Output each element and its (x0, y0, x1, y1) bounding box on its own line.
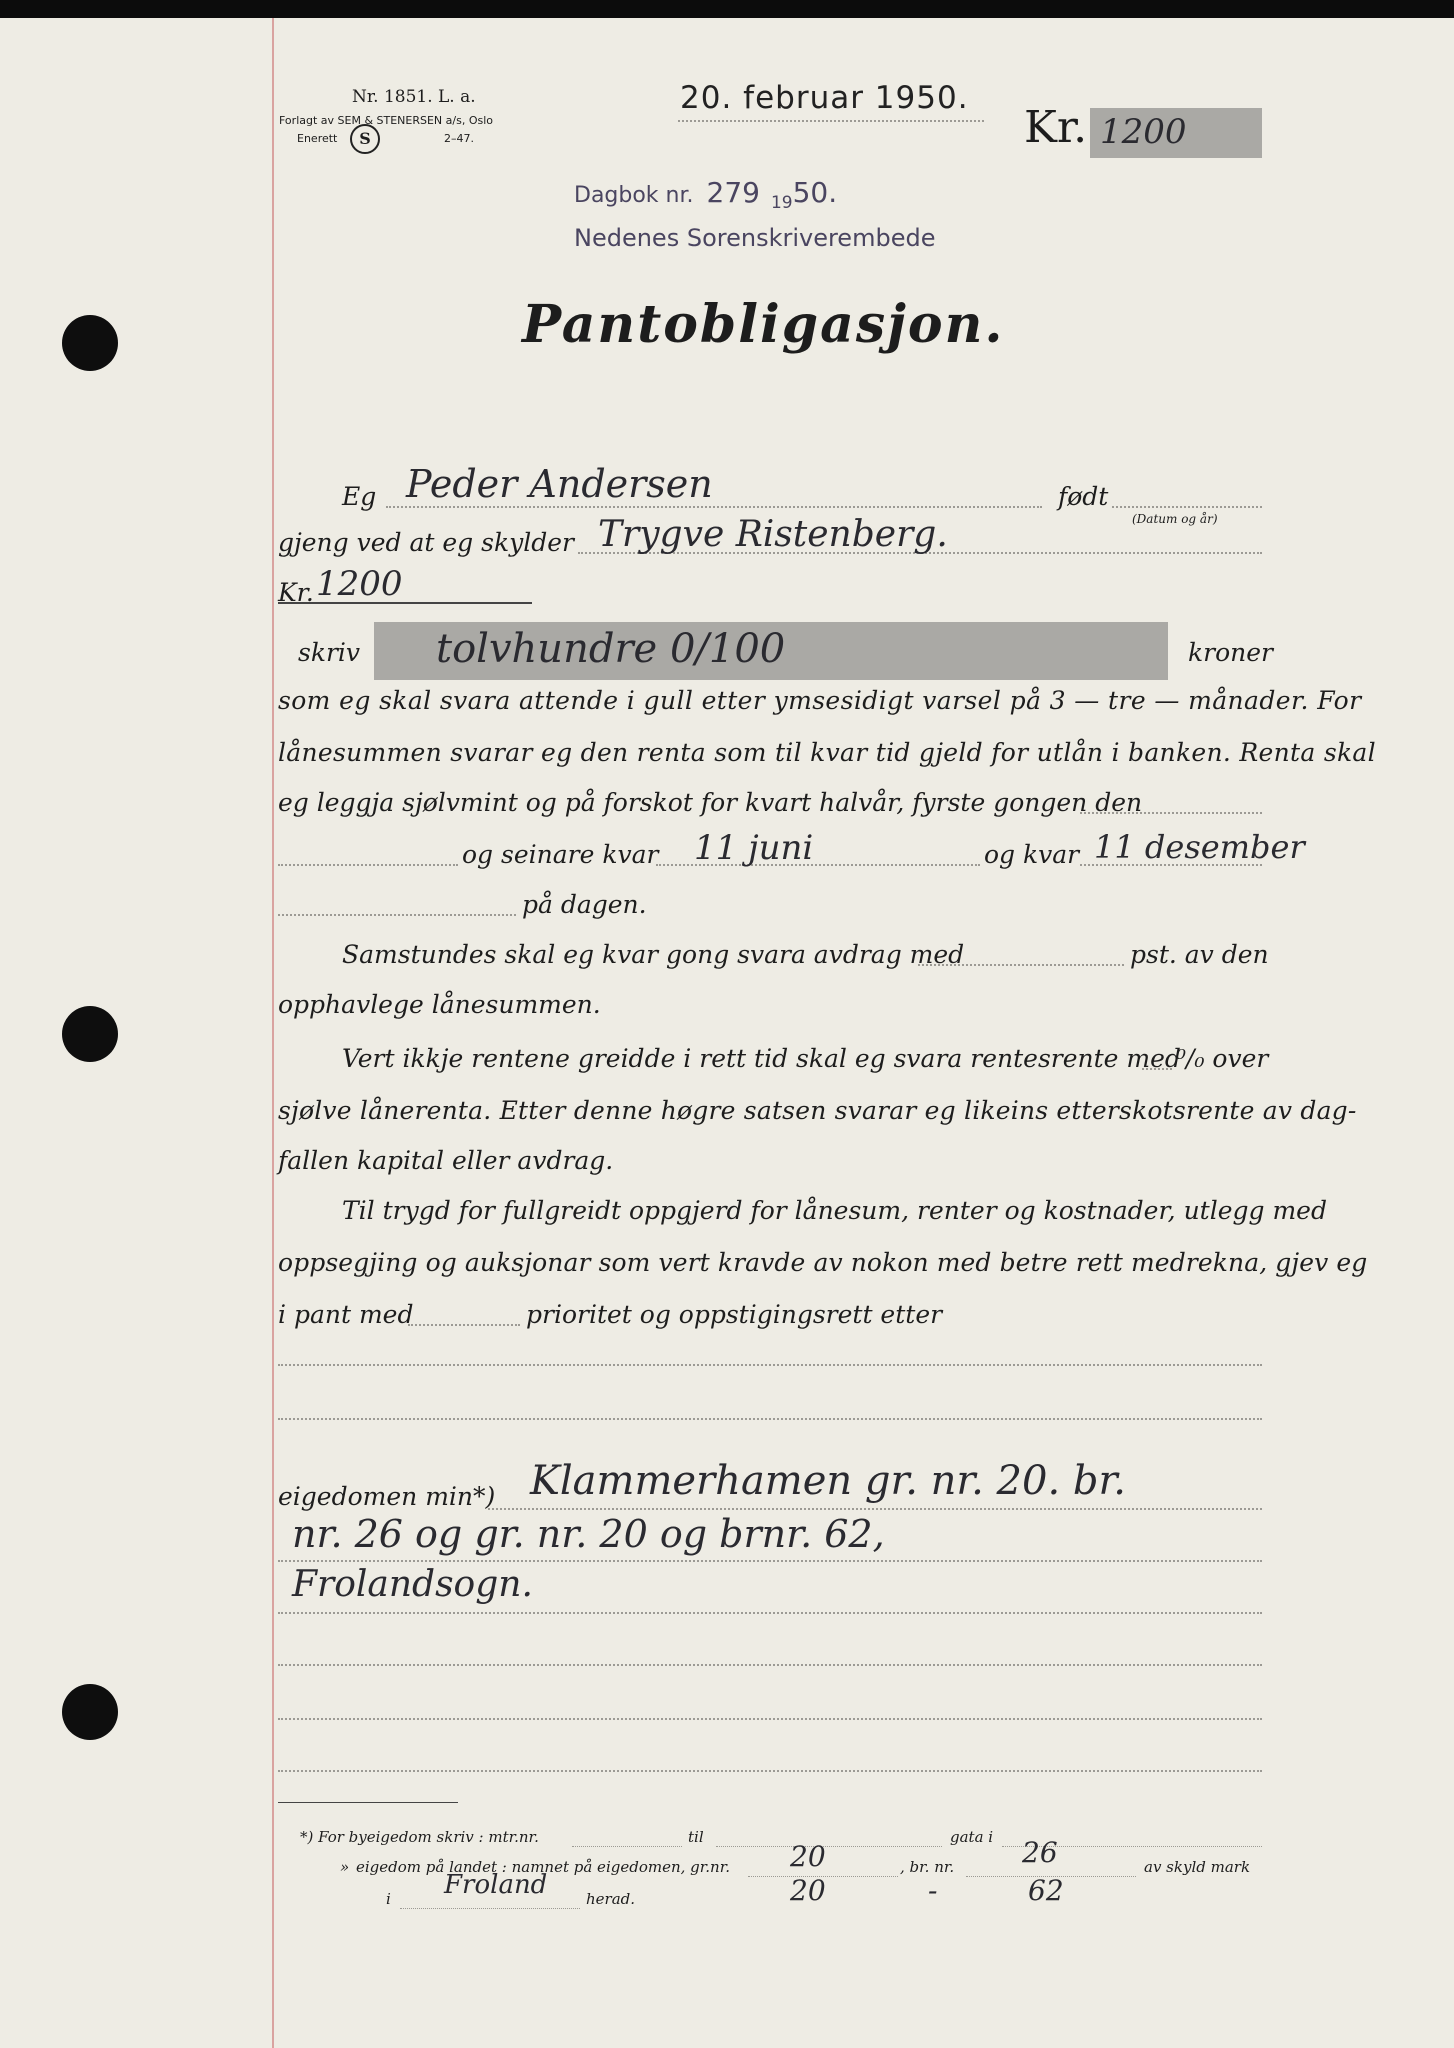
amount-figures: 1200 (316, 564, 403, 604)
label-eigedomen: eigedomen min*) (278, 1482, 496, 1511)
punch-hole (62, 315, 118, 371)
text-opphav: opphavlege lånesummen. (278, 990, 601, 1019)
text-fallen: fallen kapital eller avdrag. (278, 1146, 614, 1175)
publisher-logo-icon: S (350, 124, 380, 154)
property-text-3: Frolandsogn. (292, 1564, 533, 1605)
publisher-date: 2–47. (444, 132, 474, 145)
publisher-line: Forlagt av SEM & STENERSEN a/s, Oslo (279, 114, 493, 127)
stamp-dagbok: Dagbok nr. 279 $_{19}$50. (574, 176, 838, 213)
label-og-kvar: og kvar (984, 840, 1080, 869)
label-kroner: kroner (1188, 638, 1273, 667)
property-line-1 (488, 1508, 1262, 1510)
blank-line (278, 864, 458, 866)
footnote-line-2: eigedom på landet : namnet på eigedomen, gr.nr. (356, 1858, 730, 1876)
first-date-line (1080, 812, 1262, 814)
text-prioritet: prioritet og oppstigingsrett etter (526, 1300, 943, 1329)
header-kr-label: Kr. (1024, 102, 1088, 153)
debtor-line (386, 506, 1042, 508)
text-vert-ikkje: Vert ikkje rentene greidde i rett tid skal eg svara rentesrente med (342, 1044, 1181, 1073)
label-fodt: født (1058, 482, 1109, 511)
punch-hole (62, 1684, 118, 1740)
text-i-pant: i pant med (278, 1300, 414, 1329)
header-amount: 1200 (1100, 112, 1187, 152)
amount-words: tolvhundre 0/100 (436, 626, 786, 672)
footnote-brnr: 26 (1022, 1836, 1058, 1869)
debtor-name: Peder Andersen (406, 462, 713, 506)
text-pa-dagen: på dagen. (522, 890, 647, 919)
footnote-grnr-2: 20 (790, 1874, 826, 1907)
blank-line (278, 1718, 1262, 1720)
priority-line (408, 1324, 520, 1326)
label-skriv: skriv (298, 638, 361, 667)
blank-line (278, 1418, 1262, 1420)
footnote-line-1: *) For byeigedom skriv : mtr.nr. (300, 1828, 539, 1846)
blank-line (278, 1664, 1262, 1666)
footnote-br: , br. nr. (900, 1858, 955, 1876)
blank-line (278, 1364, 1262, 1366)
publisher-enerett: Enerett (297, 132, 338, 145)
label-seinare: og seinare kvar (462, 840, 659, 869)
document-page (0, 18, 1454, 2048)
punch-hole (62, 1006, 118, 1062)
footnote-skyld: av skyld mark (1144, 1858, 1251, 1876)
stamp-office: Nedenes Sorenskriverembede (574, 224, 936, 252)
property-text-2: nr. 26 og gr. nr. 20 og brnr. 62, (292, 1512, 885, 1556)
blank-line (278, 1770, 1262, 1772)
text-legg: eg leggja sjølvmint og på forskot for kvart halvår, fyrste gongen den (278, 788, 1143, 817)
datum-hint: (Datum og år) (1132, 512, 1218, 526)
interest-date-2: 11 desember (1094, 828, 1305, 866)
footnote-brnr-2: 62 (1028, 1874, 1064, 1907)
birth-line (1112, 506, 1262, 508)
text-pst: pst. av den (1130, 940, 1269, 969)
text-til-trygd: Til trygd for fullgreidt oppgjerd for lånesum, renter og kostnader, utlegg med (342, 1196, 1327, 1225)
interest-date-1: 11 juni (694, 828, 814, 868)
footnote-dots (716, 1846, 942, 1847)
footnote-bullet: » (340, 1858, 350, 1876)
property-text-1: Klammerhamen gr. nr. 20. br. (530, 1458, 1126, 1504)
label-eg: Eg (342, 482, 377, 511)
text-sjolve: sjølve lånerenta. Etter denne høgre satsen svarar eg likeins etterskotsrente av dag- (278, 1096, 1357, 1125)
amount-underline (278, 602, 532, 604)
text-lanesum: lånesummen svarar eg den renta som til kvar tid gjeld for utlån i banken. Renta skal (278, 738, 1376, 767)
property-line-3 (278, 1612, 1262, 1614)
footnote-til: til (688, 1828, 704, 1846)
label-gjeng: gjeng ved at eg skylder (278, 528, 574, 557)
form-number: Nr. 1851. L. a. (352, 87, 476, 107)
footnote-i: i (386, 1890, 391, 1908)
creditor-name: Trygve Ristenberg. (598, 514, 948, 555)
footnote-dots (572, 1846, 682, 1847)
installment-line (918, 964, 1124, 966)
margin-rule (272, 18, 274, 2048)
rate-line (1142, 1068, 1172, 1070)
label-kr: Kr. (278, 578, 314, 607)
footnote-gata: gata i (950, 1828, 994, 1846)
footnote-rule (278, 1802, 458, 1803)
text-pct-over: ⁰/₀ over (1176, 1044, 1269, 1073)
footnote-dots (400, 1908, 580, 1909)
blank-line (278, 914, 516, 916)
text-oppsegjing: oppsegjing og auksjonar som vert kravde av nokon med betre rett medrekna, gjev eg (278, 1248, 1368, 1277)
property-line-2 (278, 1560, 1262, 1562)
document-date: 20. februar 1950. (680, 80, 969, 116)
footnote-place: Froland (444, 1870, 548, 1900)
page-title: Pantobligasjon. (522, 294, 1005, 355)
date-line (678, 120, 984, 122)
footnote-herad: herad. (586, 1890, 636, 1908)
text-samstundes: Samstundes skal eg kvar gong svara avdrag med (342, 940, 965, 969)
footnote-grnr: 20 (790, 1840, 826, 1873)
footnote-dash: - (928, 1874, 938, 1907)
text-gull: som eg skal svara attende i gull etter ymsesidigt varsel på 3 — tre — månader. For (278, 686, 1362, 715)
